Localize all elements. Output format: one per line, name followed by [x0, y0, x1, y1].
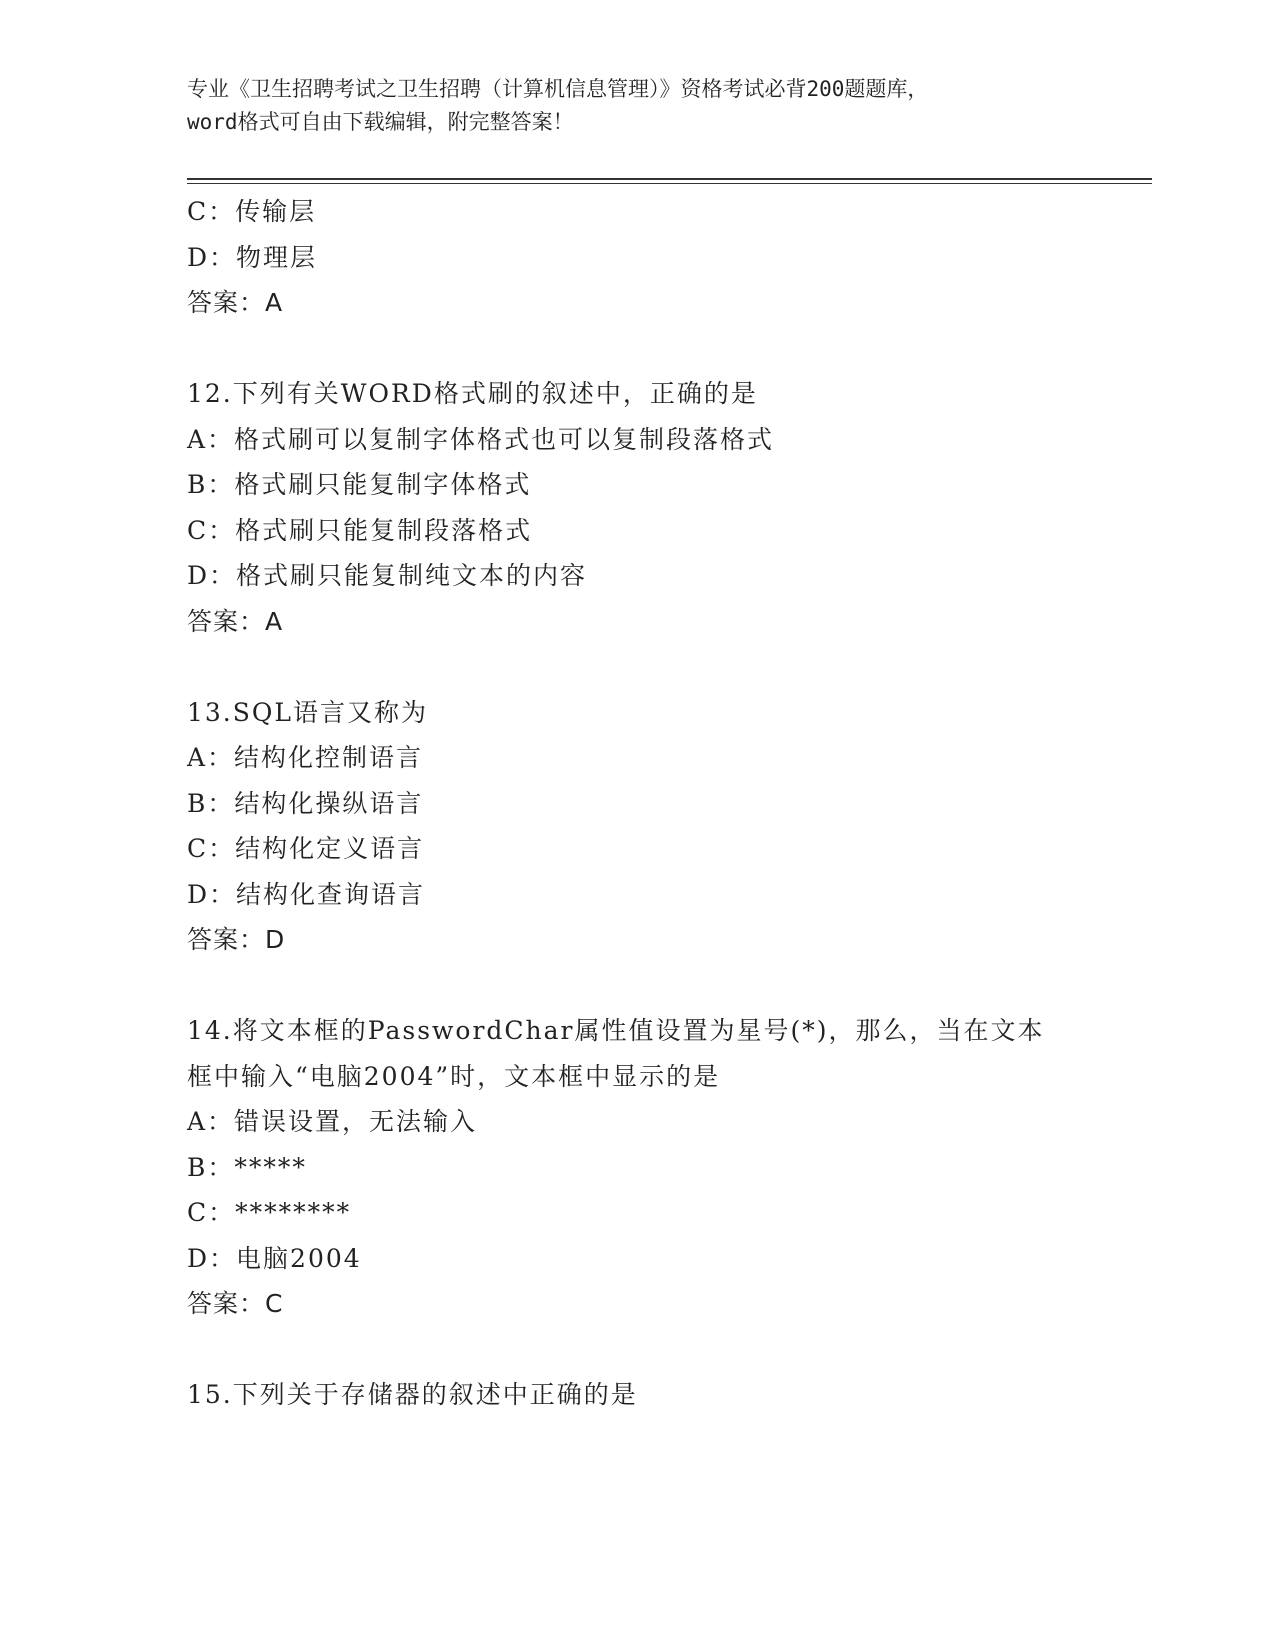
option-b: B：结构化操纵语言 [187, 788, 424, 818]
question-text: 12.下列有关WORD格式刷的叙述中，正确的是 [187, 379, 758, 408]
question-13 [187, 690, 1087, 963]
spacer [187, 644, 1087, 690]
answer: 答案：A [187, 606, 284, 636]
option-a: A：格式刷可以复制字体格式也可以复制段落格式 [187, 424, 775, 454]
document-header [187, 73, 1087, 139]
spacer [187, 326, 1087, 372]
question-text: 15.下列关于存储器的叙述中正确的是 [187, 1380, 638, 1409]
option-d: D：物理层 [187, 242, 318, 272]
answer: 答案：C [187, 1289, 284, 1318]
question-15 [187, 1372, 1087, 1418]
spacer [187, 963, 1087, 1009]
spacer [187, 1327, 1087, 1373]
option-b: B：格式刷只能复制字体格式 [187, 470, 532, 499]
question-text-line-1: 14.将文本框的PasswordChar属性值设置为星号(*)，那么，当在文本 [187, 1016, 1045, 1045]
header-divider-thick [187, 178, 1152, 180]
question-list [187, 189, 1087, 1418]
answer: 答案：A [187, 288, 284, 317]
option-a: A：错误设置，无法输入 [187, 1107, 478, 1136]
question-text-line-2: 框中输入“电脑2004”时，文本框中显示的是 [187, 1061, 721, 1091]
header-title-line-1: 专业《卫生招聘考试之卫生招聘（计算机信息管理）》资格考试必背200题题库， [187, 77, 929, 101]
option-d: D：格式刷只能复制纯文本的内容 [187, 561, 588, 590]
option-c: C：结构化定义语言 [187, 834, 425, 863]
question-12 [187, 371, 1087, 644]
option-c: C：******** [187, 1198, 352, 1227]
header-title-line-2: word格式可自由下载编辑，附完整答案！ [187, 110, 574, 134]
option-a: A：结构化控制语言 [187, 743, 424, 772]
option-d: D：电脑2004 [187, 1243, 362, 1273]
option-d: D：结构化查询语言 [187, 879, 426, 909]
question-text: 13.SQL语言又称为 [187, 697, 428, 727]
option-c: C：格式刷只能复制段落格式 [187, 515, 533, 545]
option-c: C：传输层 [187, 197, 317, 226]
question-14 [187, 1008, 1087, 1327]
option-b: B：***** [187, 1152, 307, 1182]
answer: 答案：D [187, 925, 286, 954]
question-11-tail [187, 189, 1087, 326]
header-divider-thin [187, 183, 1152, 184]
